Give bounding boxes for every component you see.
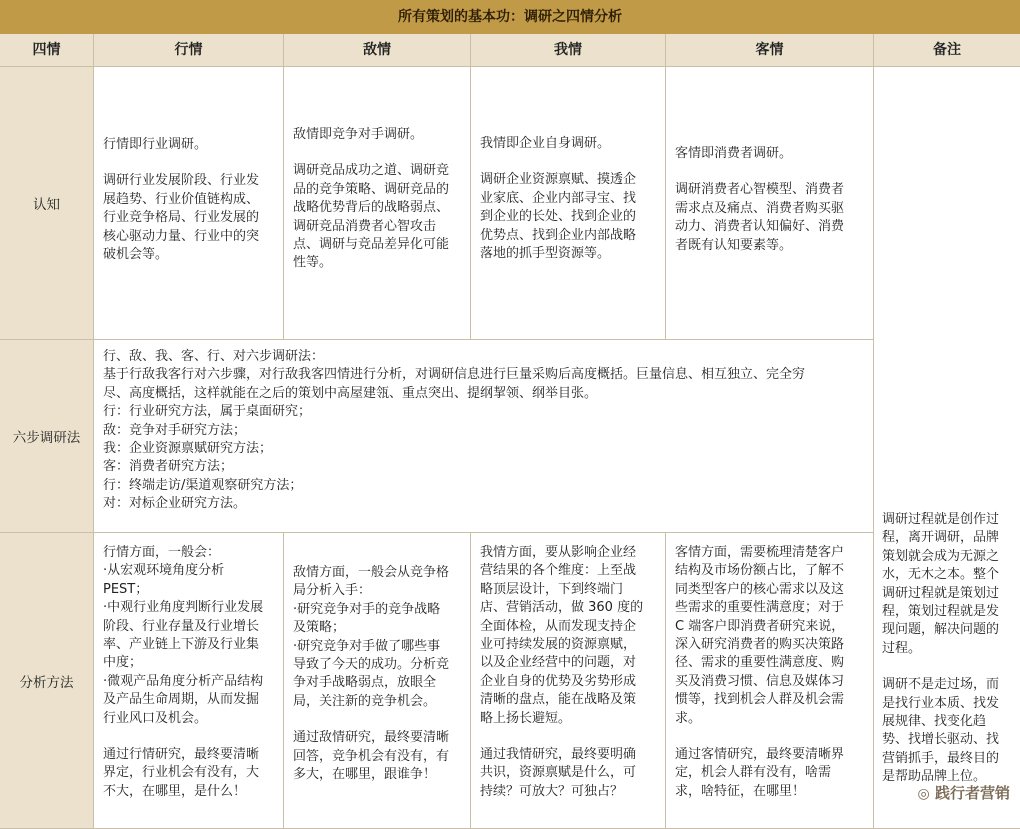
cell-text: 客情方面，需要梳理清楚客户 结构及市场份额占比，了解不 同类型客户的核心需求以及这 些需求的重要性满意度；对于 C 端客户即消费者研究来说， 深入研究消费者的购买决策路 径、需求的重要性满意度、购 买及消费习惯、信息及媒体习 惯等，找到机会人群及机会需 求。 xyxy=(675,545,845,726)
cell-text: 我情方面，要从影响企业经 营结果的各个维度：上至战 略顶层设计，下到终端门 店、营销活动，做 360 度的 全面体检，从而发现支持企 业可持续发展的资源禀赋， 以及企业经营中的问题，对 企业自身的优势及劣势形成 清晰的盘点，能在战略及策 略上扬长避短。 xyxy=(480,545,644,726)
cell-text: 行情方面，一般会： ·从宏观环境角度分析 PEST； ·中观行业角度判断行业发展 阶段、行业存量及行业增长 率、产业链上下游及行业集 中度； ·微观产品角度分析产品结构 及产品生命周期，从而发掘 行业风口及机会。 xyxy=(103,545,264,726)
header-woqing: 我情 xyxy=(471,34,666,67)
cell-text: 调研竞品成功之道、调研竞 品的竞争策略、调研竞品的 战略优势背后的战略弱点、 调研竞品消费者心智攻击 点、调研与竞品差异化可能 性等。 xyxy=(293,163,450,271)
cell-text: 通过我情研究，最终要明确 共识，资源禀赋是什么，可 持续？可放大？可独占？ xyxy=(480,747,637,799)
cell-text: 通过敌情研究，最终要清晰 回答，竞争机会有没有，有 多大，在哪里，跟谁争！ xyxy=(293,730,450,783)
cell-renzhi-diqing xyxy=(284,67,471,340)
cell-text: 调研行业发展阶段、行业发 展趋势、行业价值链构成、 行业竞争格局、行业发展的 核心驱动力量、行业中的突 破机会等。 xyxy=(103,173,260,263)
cell-fenxi-woqing xyxy=(471,533,666,829)
watermark-text: 践行者营销 xyxy=(934,784,1010,802)
notes-text: 调研过程就是创作过 程，离开调研，品牌 策划就会成为无源之 水，无木之本。整个 调研过程就是策划过 程，策划过程就是发 现问题，解决问题的 过程。 xyxy=(882,512,1000,656)
cell-text: 客情即消费者调研。 xyxy=(675,146,793,161)
cell-text: 敌情方面，一般会从竞争格 局分析入手： ·研究竞争对手的竞争战略 及策略； ·研究竞争对手做了哪些事 导致了今天的成功。分析竞 争对手战略弱点，放眼全 局，关注新的竞争机会。 xyxy=(293,565,450,709)
row-label-renzhi: 认知 xyxy=(0,67,94,340)
cell-fenxi-diqing xyxy=(284,533,471,829)
cell-text: 调研消费者心智模型、消费者 需求点及痛点、消费者购买驱 动力、消费者认知偏好、消费 者既有认知要素等。 xyxy=(675,182,845,253)
cell-notes xyxy=(874,67,1020,829)
header-diqing: 敌情 xyxy=(284,34,471,67)
header-hangqing: 行情 xyxy=(94,34,284,67)
row-label-fenxi: 分析方法 xyxy=(0,533,94,829)
cell-renzhi-hangqing xyxy=(94,67,284,340)
cell-renzhi-woqing xyxy=(471,67,666,340)
cell-text: 通过客情研究，最终要清晰界 定，机会人群有没有，啥需 求，啥特征，在哪里！ xyxy=(675,747,845,799)
header-beizhu: 备注 xyxy=(874,34,1020,67)
cell-text: 我情即企业自身调研。 xyxy=(480,136,611,151)
header-siqing: 四情 xyxy=(0,34,94,67)
notes-text: 调研不是走过场，而 是找行业本质、找发 展规律、找变化趋 势、找增长驱动、找 营销抓手，最终目的 是帮助品牌上位。 xyxy=(882,677,1000,785)
cell-renzhi-keqing xyxy=(666,67,874,340)
wechat-icon: ◎ xyxy=(917,786,930,802)
cell-text: 通过行情研究，最终要清晰 界定，行业机会有没有，大 不大，在哪里，是什么！ xyxy=(103,747,260,799)
cell-text: 调研企业资源禀赋、摸透企 业家底、企业内部寻宝、找 到企业的长处、找到企业的 优势点、找到企业内部战略 落地的抓手型资源等。 xyxy=(480,172,637,262)
table-title: 所有策划的基本功：调研之四情分析 xyxy=(0,0,1020,34)
header-keqing: 客情 xyxy=(666,34,874,67)
cell-text: 行情即行业调研。 xyxy=(103,137,208,152)
cell-fenxi-hangqing xyxy=(94,533,284,829)
cell-fenxi-keqing xyxy=(666,533,874,829)
cell-liubu-content xyxy=(94,340,874,533)
row-label-liubu: 六步调研法 xyxy=(0,340,94,533)
cell-text: 行、敌、我、客、行、对六步调研法： 基于行敌我客行对六步骤，对行敌我客四情进行分析，对调研信息进行巨量采购后高度概括。巨量信息、相互独立、完全穷 尽、高度概括，这样就能在之后的策划中高屋建瓴、重点突出、提纲挈领、纲举目张。 行：行业研究方法，属于桌面研究； 敌：竞争对手研究方法； 我：企业资源禀赋研究方法； 客：消费者研究方法； 行：终端走访/渠道观察研究方法； 对：对标企业研究方法。 xyxy=(103,349,806,512)
watermark xyxy=(918,782,1010,803)
cell-text: 敌情即竞争对手调研。 xyxy=(293,127,424,142)
